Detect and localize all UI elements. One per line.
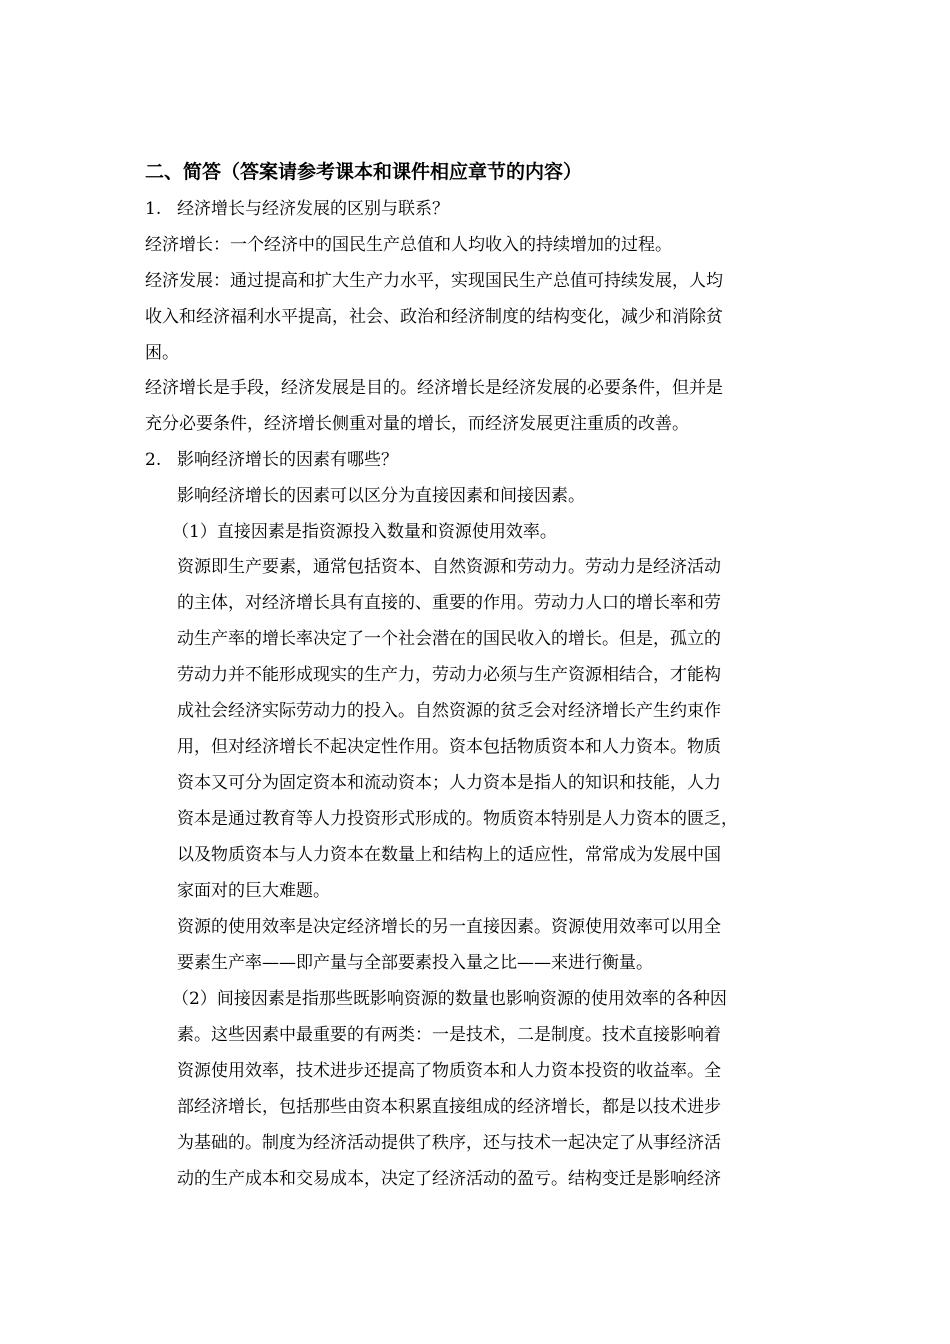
q2-paragraph-line: 资源即生产要素，通常包括资本、自然资源和劳动力。劳动力是经济活动 — [177, 557, 721, 577]
q2-paragraph-line: 资本又可分为固定资本和流动资本；人力资本是指人的知识和技能，人力 — [177, 773, 721, 793]
q2-paragraph-line: 素。这些因素中最重要的有两类：一是技术，二是制度。技术直接影响着 — [177, 1025, 721, 1045]
question-2-number: 2. — [145, 450, 162, 470]
q2-paragraph-line: 动的生产成本和交易成本，决定了经济活动的盈亏。结构变迁是影响经济 — [177, 1169, 721, 1189]
q1-paragraph-line: 经济增长是手段，经济发展是目的。经济增长是经济发展的必要条件，但并是 — [145, 378, 723, 398]
question-1-number: 1. — [145, 199, 162, 219]
q2-paragraph-line: （2）间接因素是指那些既影响资源的数量也影响资源的使用效率的各种因 — [172, 989, 727, 1009]
q2-paragraph-line: （1）直接因素是指资源投入数量和资源使用效率。 — [172, 522, 557, 542]
q2-paragraph-line: 资本是通过教育等人力投资形式形成的。物质资本特别是人力资本的匮乏， — [177, 809, 738, 829]
question-1-text: 经济增长与经济发展的区别与联系？ — [177, 199, 449, 219]
q1-paragraph-line: 经济发展：通过提高和扩大生产力水平，实现国民生产总值可持续发展，人均 — [145, 271, 723, 291]
q2-paragraph-line: 部经济增长，包括那些由资本积累直接组成的经济增长，都是以技术进步 — [177, 1097, 721, 1117]
q2-paragraph-line: 资源使用效率，技术进步还提高了物质资本和人力资本投资的收益率。全 — [177, 1061, 721, 1081]
q2-paragraph-line: 用，但对经济增长不起决定性作用。资本包括物质资本和人力资本。物质 — [177, 737, 721, 757]
q2-paragraph-line: 的主体，对经济增长具有直接的、重要的作用。劳动力人口的增长率和劳 — [177, 593, 721, 613]
q2-paragraph-line: 成社会经济实际劳动力的投入。自然资源的贫乏会对经济增长产生约束作 — [177, 701, 721, 721]
question-2-text: 影响经济增长的因素有哪些？ — [177, 450, 398, 470]
q2-paragraph-line: 劳动力并不能形成现实的生产力，劳动力必须与生产资源相结合，才能构 — [177, 665, 721, 685]
q1-paragraph-line: 充分必要条件，经济增长侧重对量的增长，而经济发展更注重质的改善。 — [145, 414, 689, 434]
q2-paragraph-line: 为基础的。制度为经济活动提供了秩序，还与技术一起决定了从事经济活 — [177, 1133, 721, 1153]
q2-paragraph-line: 资源的使用效率是决定经济增长的另一直接因素。资源使用效率可以用全 — [177, 917, 721, 937]
q2-paragraph-line: 要素生产率——即产量与全部要素投入量之比——来进行衡量。 — [177, 953, 653, 973]
q1-paragraph-line: 困。 — [145, 343, 179, 363]
q1-paragraph-line: 收入和经济福利水平提高，社会、政治和经济制度的结构变化，减少和消除贫 — [145, 307, 723, 327]
q2-paragraph-line: 以及物质资本与人力资本在数量上和结构上的适应性，常常成为发展中国 — [177, 845, 721, 865]
q2-paragraph-line: 家面对的巨大难题。 — [177, 881, 330, 901]
section-title: 二、简答（答案请参考课本和课件相应章节的内容） — [145, 161, 583, 183]
q1-paragraph-line: 经济增长：一个经济中的国民生产总值和人均收入的持续增加的过程。 — [145, 235, 672, 255]
q2-paragraph-line: 影响经济增长的因素可以区分为直接因素和间接因素。 — [177, 486, 585, 506]
q2-paragraph-line: 动生产率的增长率决定了一个社会潜在的国民收入的增长。但是，孤立的 — [177, 629, 721, 649]
